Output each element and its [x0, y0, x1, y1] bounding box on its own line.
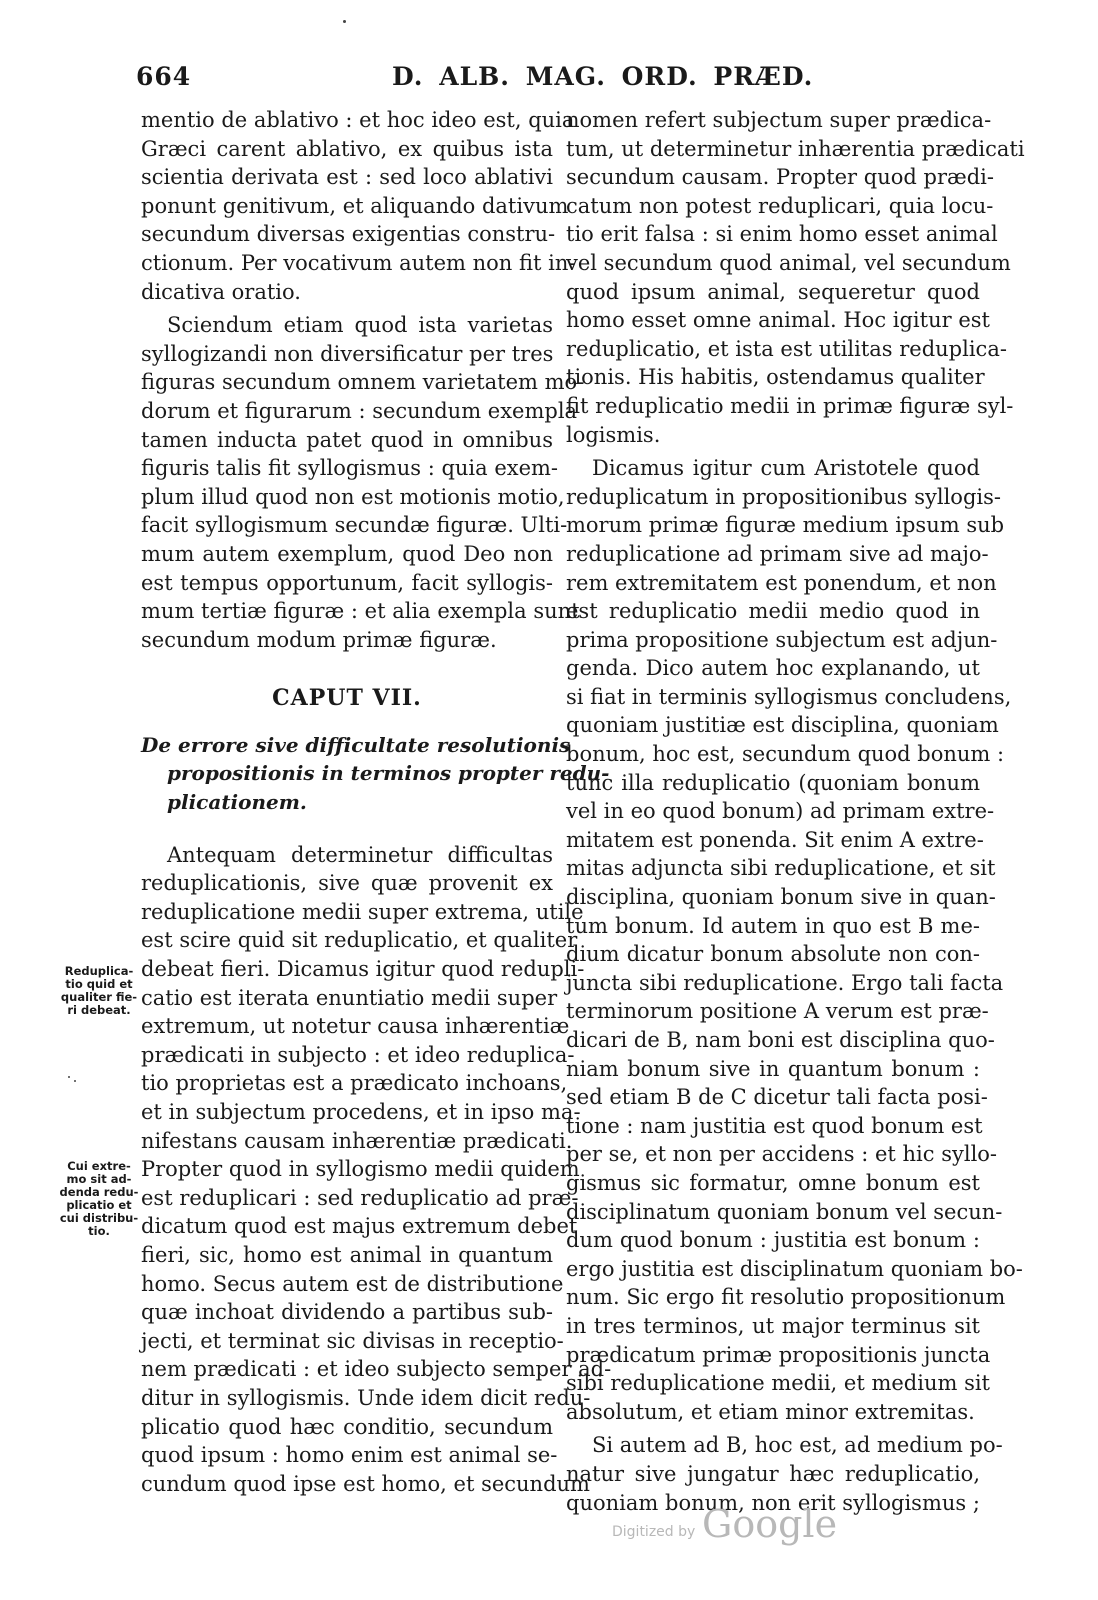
page-header: [0, 58, 1098, 98]
text-line: terminorum positione A verum est præ-: [566, 999, 989, 1024]
text-line: fieri, sic, homo est animal in quantum: [141, 1242, 553, 1267]
text-line: per se, et non per accidens : et hic syllo-: [566, 1142, 998, 1167]
text-line: rem extremitatem est ponendum, et non: [566, 570, 997, 595]
margin-note: [55, 965, 143, 1017]
text-line: ergo justitia est disciplinatum quoniam bo-: [566, 1256, 1023, 1281]
text-line: sed etiam B de C dicetur tali facta posi-: [566, 1085, 988, 1110]
text-line: reduplicationis, sive quæ provenit ex: [141, 871, 553, 896]
print-speck: [343, 20, 346, 23]
chapter-heading: CAPUT VII.: [272, 685, 422, 712]
text-line: logismis.: [566, 422, 661, 447]
text-line: nifestans causam inhærentiæ prædicati.: [141, 1128, 573, 1153]
text-line: absolutum, et etiam minor extremitas.: [566, 1399, 975, 1424]
text-line: mitatem est ponenda. Sit enim A extre-: [566, 827, 984, 852]
text-line: niam bonum sive in quantum bonum :: [566, 1056, 980, 1081]
text-line: figuras secundum omnem varietatem mo-: [141, 370, 585, 395]
margin-note-line: mo sit ad-: [66, 1172, 132, 1186]
google-logo: Google: [702, 1502, 838, 1546]
text-line: dicatum quod est majus extremum debet: [141, 1214, 578, 1239]
margin-note-line: plicatio et: [66, 1198, 132, 1212]
text-line: quod ipsum : homo enim est animal se-: [141, 1443, 558, 1468]
text-line: secundum causam. Propter quod prædi-: [566, 165, 994, 190]
text-line: figuris talis fit syllogismus : quia exem-: [141, 456, 559, 481]
margin-note: [55, 1160, 143, 1238]
text-line: secundum modum primæ figuræ.: [141, 627, 497, 652]
text-line: facit syllogismum secundæ figuræ. Ulti-: [141, 513, 568, 538]
text-line: tum, ut determinetur inhærentia prædicati: [566, 136, 1025, 161]
text-line: homo esset omne animal. Hoc igitur est: [566, 308, 990, 333]
page-number: 664: [136, 62, 192, 91]
text-line: est reduplicari : sed reduplicatio ad præ-: [141, 1185, 579, 1210]
text-line: mum autem exemplum, quod Deo non: [141, 541, 553, 566]
text-line: dicativa oratio.: [141, 279, 301, 304]
text-line: tio erit falsa : si enim homo esset animal: [566, 222, 998, 247]
margin-note-line: tio.: [88, 1224, 110, 1238]
text-line: Græci carent ablativo, ex quibus ista: [141, 136, 553, 161]
text-line: quoniam justitiæ est disciplina, quoniam: [566, 713, 999, 738]
text-line: reduplicatione medii super extrema, utile: [141, 899, 584, 924]
text-line: Dicamus igitur cum Aristotele quod: [592, 456, 980, 481]
text-line: reduplicatio, et ista est utilitas reduplica-: [566, 336, 1007, 361]
right-column: [566, 106, 1025, 1517]
text-line: mitas adjuncta sibi reduplicatione, et sit: [566, 856, 996, 881]
text-line: syllogizandi non diversificatur per tres: [141, 341, 554, 366]
text-line: reduplicatione ad primam sive ad majo-: [566, 541, 989, 566]
text-line: tione : nam justitia est quod bonum est: [566, 1113, 983, 1138]
text-line: tionis. His habitis, ostendamus qualiter: [566, 365, 985, 390]
text-line: juncta sibi reduplicatione. Ergo tali facta: [566, 970, 1004, 995]
text-line: num. Sic ergo fit resolutio propositionum: [566, 1285, 1006, 1310]
text-line: ctionum. Per vocativum autem non fit in-: [141, 250, 576, 275]
text-line: Sciendum etiam quod ista varietas: [167, 313, 553, 338]
google-watermark: [612, 1502, 852, 1552]
text-line: dium dicatur bonum absolute non con-: [566, 942, 980, 967]
text-line: debeat fieri. Dicamus igitur quod redupli-: [141, 957, 585, 982]
text-line: ponunt genitivum, et aliquando dativum: [141, 193, 569, 218]
text-line: disciplina, quoniam bonum sive in quan-: [566, 885, 996, 910]
chapter-subtitle: [141, 731, 610, 817]
print-speck: [74, 1080, 76, 1082]
text-line: quod ipsum animal, sequeretur quod: [566, 279, 980, 304]
text-line: catio est iterata enuntiatio medii super: [141, 985, 558, 1010]
text-line: quoniam bonum, non erit syllogismus ;: [566, 1490, 980, 1515]
text-line: vel in eo quod bonum) ad primam extre-: [566, 799, 995, 824]
text-line: Propter quod in syllogismo medii quidem: [141, 1157, 580, 1182]
text-line: nomen refert subjectum super prædica-: [566, 108, 992, 132]
text-line: bonum, hoc est, secundum quod bonum :: [566, 742, 1005, 767]
subtitle-line: propositionis in terminos propter redu-: [167, 761, 610, 786]
text-line: et in subjectum procedens, et in ipso ma-: [141, 1100, 581, 1124]
text-line: secundum diversas exigentias constru-: [141, 222, 556, 247]
text-line: genda. Dico autem hoc explanando, ut: [566, 656, 980, 681]
text-line: scientia derivata est : sed loco ablativi: [141, 165, 553, 190]
text-line: tunc illa reduplicatio (quoniam bonum: [566, 770, 980, 795]
print-speck: [68, 1076, 70, 1078]
left-column: [141, 106, 612, 1498]
text-line: est reduplicatio medii medio quod in: [566, 599, 980, 624]
margin-note-line: denda redu-: [59, 1185, 139, 1199]
text-line: morum primæ figuræ medium ipsum sub: [566, 513, 1005, 538]
text-line: dum quod bonum : justitia est bonum :: [566, 1228, 980, 1253]
subtitle-line: De errore sive difficultate resolutionis: [141, 732, 571, 757]
text-line: est scire quid sit reduplicatio, et qualiter: [141, 928, 578, 953]
margin-note-line: qualiter fie-: [60, 990, 138, 1004]
text-line: prædicatum primæ propositionis juncta: [566, 1342, 991, 1367]
text-line: tio proprietas est a prædicato inchoans,: [141, 1071, 568, 1096]
text-line: fit reduplicatio medii in primæ figuræ syl-: [566, 393, 1014, 418]
text-line: mum tertiæ figuræ : et alia exempla sunt: [141, 599, 580, 624]
text-line: quæ inchoat dividendo a partibus sub-: [141, 1300, 553, 1325]
text-line: si fiat in terminis syllogismus concludens,: [566, 684, 1012, 709]
text-line: disciplinatum quoniam bonum vel secun-: [566, 1199, 1003, 1224]
text-line: Antequam determinetur difficultas: [167, 842, 553, 867]
text-line: prædicati in subjecto : et ideo reduplica-: [141, 1042, 575, 1067]
margin-note-line: tio quid et: [65, 977, 133, 991]
text-line: in tres terminos, ut major terminus sit: [566, 1313, 980, 1338]
running-head: D. ALB. MAG. ORD. PRÆD.: [392, 62, 814, 91]
text-line: ditur in syllogismis. Unde idem dicit redu-: [141, 1385, 591, 1410]
margin-note-line: cui distribu-: [59, 1211, 139, 1225]
subtitle-line: plicationem.: [167, 790, 307, 815]
text-line: natur sive jungatur hæc reduplicatio,: [566, 1461, 980, 1486]
text-line: extremum, ut notetur causa inhærentiæ: [141, 1014, 570, 1039]
watermark-digitized: Digitized by: [612, 1524, 696, 1540]
text-line: homo. Secus autem est de distributione: [141, 1271, 564, 1296]
text-line: prima propositione subjectum est adjun-: [566, 627, 998, 652]
text-line: catum non potest reduplicari, quia locu-: [566, 193, 994, 218]
text-line: plicatio quod hæc conditio, secundum: [141, 1414, 553, 1439]
text-line: gismus sic formatur, omne bonum est: [566, 1170, 980, 1195]
text-line: reduplicatum in propositionibus syllogis-: [566, 484, 1001, 509]
text-line: Si autem ad B, hoc est, ad medium po-: [592, 1433, 1003, 1458]
text-line: dicari de B, nam boni est disciplina quo-: [566, 1028, 995, 1052]
margin-note-line: Reduplica-: [64, 964, 134, 978]
text-line: nem prædicati : et ideo subjecto semper ad-: [141, 1357, 612, 1382]
text-line: est tempus opportunum, facit syllogis-: [141, 570, 553, 595]
text-line: cundum quod ipse est homo, et secundum: [141, 1471, 590, 1496]
text-line: jecti, et terminat sic divisas in receptio-: [141, 1328, 564, 1353]
margin-note-line: ri debeat.: [67, 1003, 131, 1017]
text-line: sibi reduplicatione medii, et medium sit: [566, 1371, 990, 1396]
margin-note-line: Cui extre-: [67, 1159, 131, 1173]
text-line: dorum et figurarum : secundum exempla: [141, 398, 578, 423]
text-line: tamen inducta patet quod in omnibus: [141, 427, 553, 452]
text-line: mentio de ablativo : et hoc ideo est, quia: [141, 108, 575, 132]
text-line: vel secundum quod animal, vel secundum: [566, 250, 1011, 275]
text-line: plum illud quod non est motionis motio,: [141, 484, 565, 509]
text-line: tum bonum. Id autem in quo est B me-: [566, 913, 980, 938]
